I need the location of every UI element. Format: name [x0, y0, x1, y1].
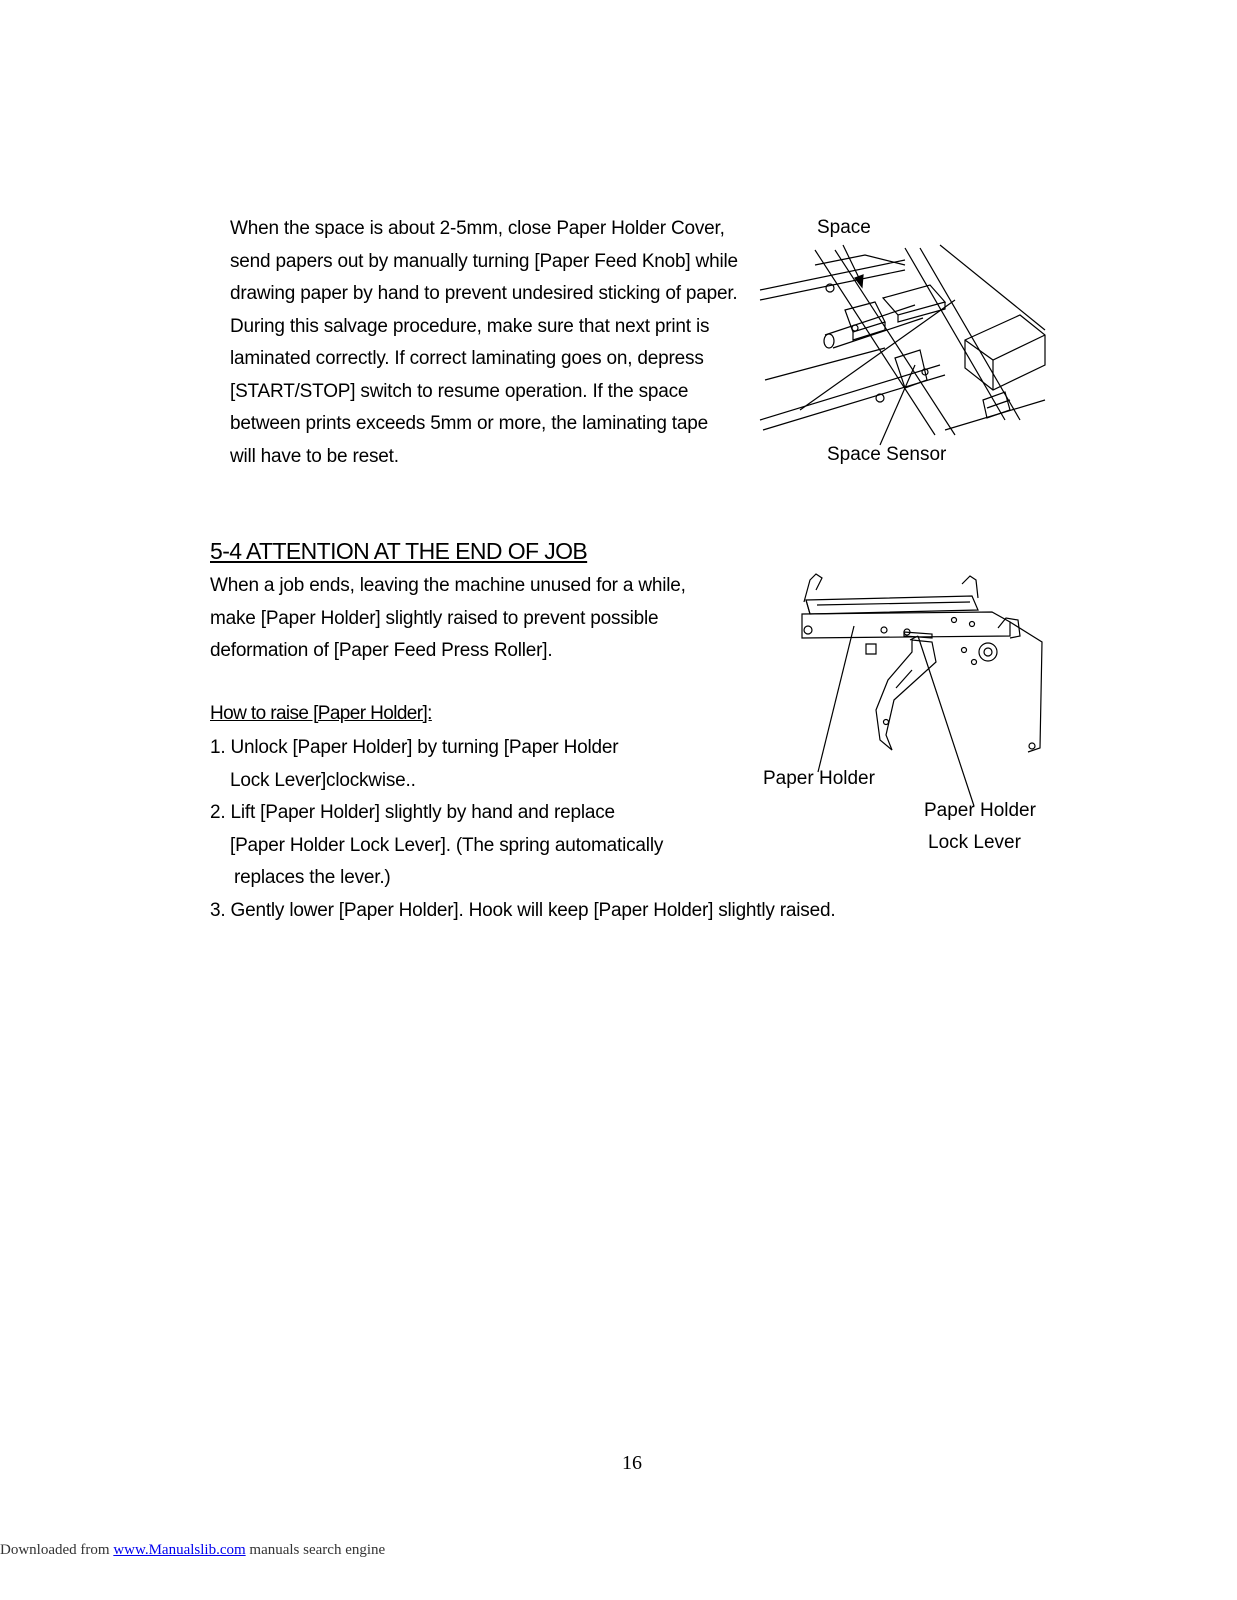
footer-suffix: manuals search engine — [245, 1542, 386, 1558]
text-line: deformation of [Paper Feed Press Roller]. — [210, 640, 553, 661]
page-number: 16 — [622, 1452, 642, 1474]
download-footer — [0, 1542, 385, 1559]
section-intro — [210, 570, 686, 668]
text-line: When the space is about 2-5mm, close Paper Holder Cover, — [230, 218, 725, 239]
footer-prefix: Downloaded from — [0, 1542, 114, 1558]
space-sensor-illustration — [755, 240, 1055, 455]
how-to-subheading: How to raise [Paper Holder]: — [210, 703, 432, 724]
text-line: drawing paper by hand to prevent undesired sticking of paper. — [230, 283, 738, 304]
text-line: between prints exceeds 5mm or more, the laminating tape — [230, 413, 708, 434]
step-line: Lock Lever]clockwise.. — [230, 769, 416, 791]
text-line: will have to be reset. — [230, 445, 399, 467]
label-paper-holder: Paper Holder — [763, 768, 875, 789]
step-line: 1. Unlock [Paper Holder] by turning [Paper Holder — [210, 737, 619, 758]
text-line: When a job ends, leaving the machine unused for a while, — [210, 575, 686, 596]
step-line: 2. Lift [Paper Holder] slightly by hand and replace — [210, 802, 615, 823]
text-line: make [Paper Holder] slightly raised to prevent possible — [210, 607, 659, 629]
text-line: send papers out by manually turning [Paper Feed Knob] while — [230, 250, 738, 272]
text-line: During this salvage procedure, make sure that next print is — [230, 315, 710, 337]
label-space-sensor: Space Sensor — [827, 444, 947, 465]
step-line: replaces the lever.) — [234, 867, 391, 888]
section-heading: 5-4 ATTENTION AT THE END OF JOB — [210, 538, 588, 564]
step-line: 3. Gently lower [Paper Holder]. Hook will keep [Paper Holder] slightly raised. — [210, 899, 836, 921]
step-line: [Paper Holder Lock Lever]. (The spring automatically — [230, 834, 664, 856]
label-lock-lever-line2: Lock Lever — [928, 832, 1021, 853]
text-line: laminated correctly. If correct laminating goes on, depress — [230, 348, 704, 369]
manualslib-link[interactable]: www.Manualslib.com — [113, 1542, 246, 1558]
intro-paragraph — [230, 213, 738, 473]
text-line: [START/STOP] switch to resume operation. If the space — [230, 380, 689, 402]
label-lock-lever-line1: Paper Holder — [924, 800, 1036, 821]
steps-list — [210, 732, 835, 927]
label-space: Space — [817, 217, 871, 238]
